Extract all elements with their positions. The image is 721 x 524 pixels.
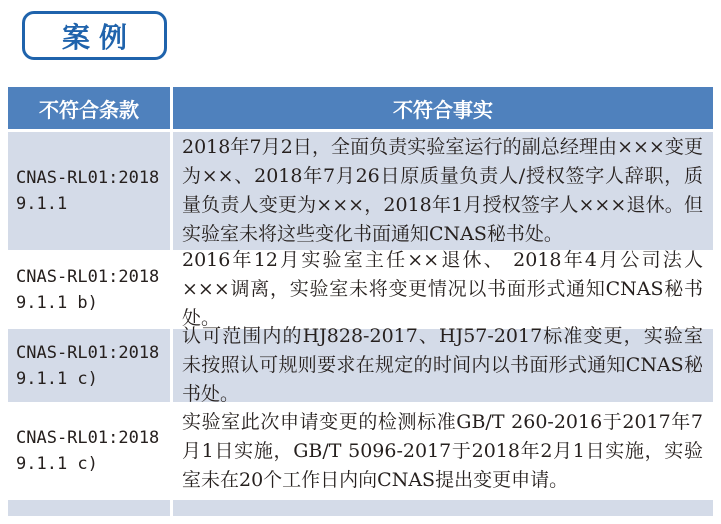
clause-cell: CNAS-RL01:2018 9.1.1 b) — [8, 253, 170, 326]
table-header-row — [8, 87, 713, 129]
fact-cell — [173, 500, 713, 516]
case-badge — [22, 11, 167, 60]
noncompliance-table — [8, 87, 713, 516]
clause-cell: CNAS-RL01:2018 9.1.1 c) — [8, 329, 170, 402]
header-cell-clause: 不符合条款 — [8, 87, 170, 129]
fact-cell — [173, 249, 713, 329]
table-row — [8, 325, 713, 405]
fact-cell — [173, 405, 713, 497]
table-row — [8, 249, 713, 329]
clause-cell: CNAS-RL01:2018 9.1.1 — [8, 132, 170, 250]
header-cell-fact: 不符合事实 — [173, 87, 713, 129]
fact-cell — [173, 325, 713, 405]
table-row — [8, 132, 713, 250]
clause-cell — [8, 500, 170, 516]
clause-cell: CNAS-RL01:2018 9.1.1 c) — [8, 405, 170, 497]
fact-cell — [173, 132, 713, 250]
fact-text: 认可范围内的HJ828-2017、HJ57-2017标准变更，实验室未按照认可规则要求在规定的时间内以书面形式通知CNAS秘书处。 — [182, 325, 703, 405]
fact-text: 2018年7月2日，全面负责实验室运行的副总经理由×××变更为××、2018年7月26日原质量负责人/授权签字人辞职，质量负责人变更为×××，2018年1月授权签字人×××退休。但实验室未将这些变化书面通知CNAS秘书处。 — [182, 136, 703, 245]
case-badge-label: 案例 — [61, 21, 136, 53]
table-row-partial — [8, 500, 713, 516]
fact-text: 实验室此次申请变更的检测标准GB/T 260-2016于2017年7月1日实施，GB/T 5096-2017于2018年2月1日实施，实验室未在20个工作日内向CNAS提出变更申请。 — [182, 410, 703, 491]
table-row — [8, 405, 713, 497]
fact-text: 2016年12月实验室主任××退休、 2018年4月公司法人×××调离，实验室未将变更情况以书面形式通知CNAS秘书处。 — [182, 249, 703, 329]
